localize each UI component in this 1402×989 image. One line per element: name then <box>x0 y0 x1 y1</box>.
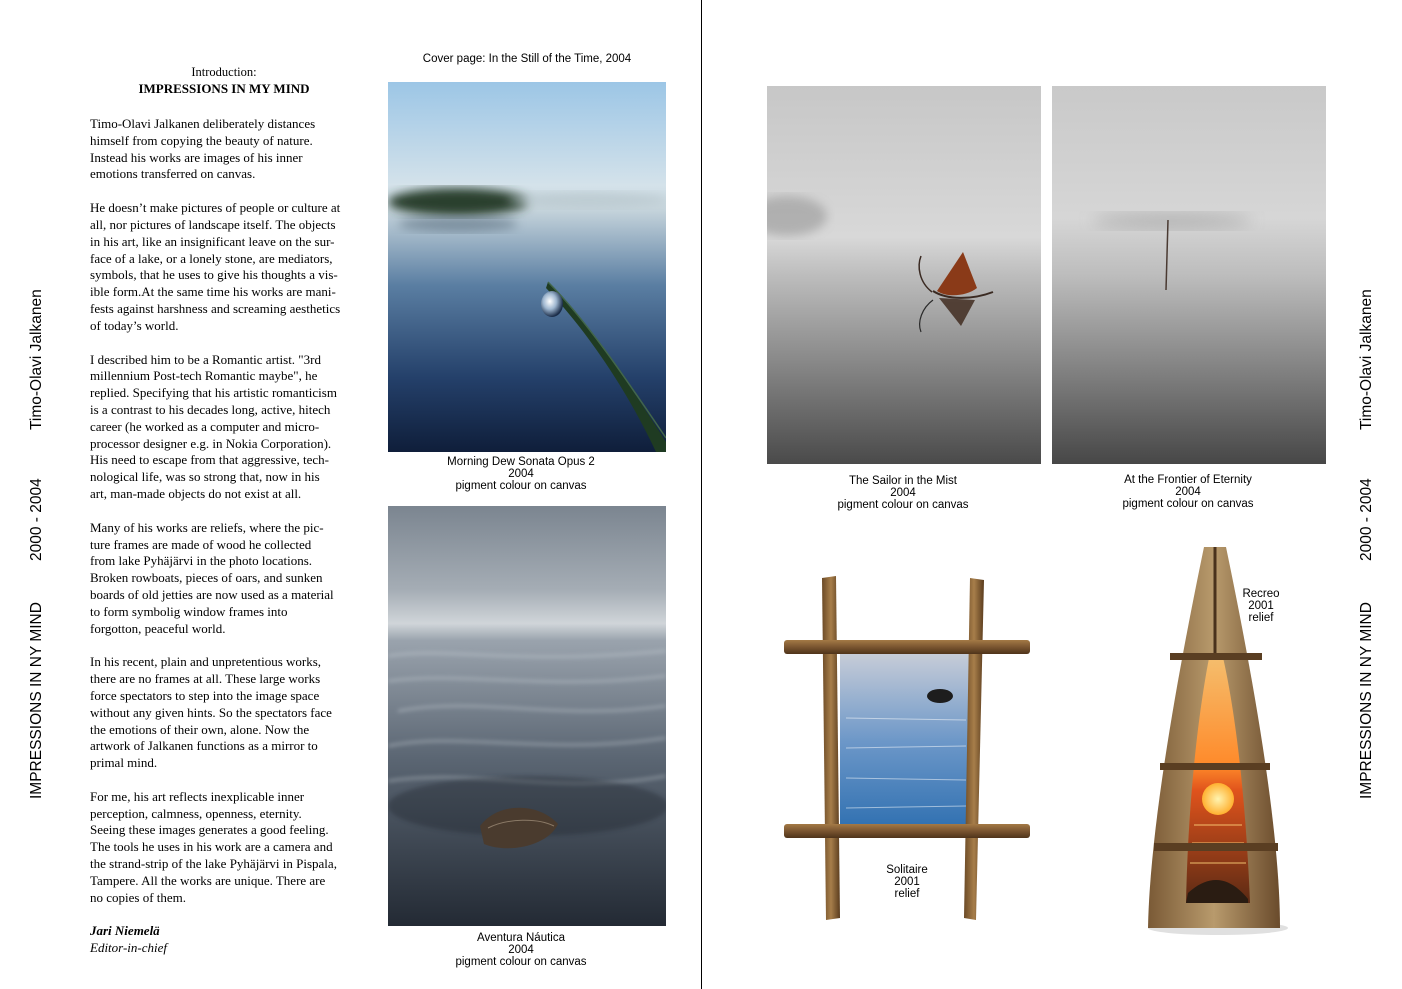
artwork-medium: relief <box>894 888 920 900</box>
text-line: ible form.At the same time his works are mani- <box>90 284 336 300</box>
text-line: boards of old jetties are now used as a material <box>90 586 334 602</box>
artwork-title: At the Frontier of Eternity <box>1124 474 1252 486</box>
intro-title: IMPRESSIONS IN MY MIND <box>138 81 310 96</box>
artwork-year: 2004 <box>1175 486 1201 498</box>
text-line: Seeing these images generates a good feeling. <box>90 822 329 838</box>
artwork-year: 2004 <box>890 487 916 499</box>
text-line: there are no frames at all. These large works <box>90 671 321 687</box>
text-line: His need to escape from that aggressive, tech- <box>90 452 329 468</box>
sailor-photo <box>767 86 1041 464</box>
text-line: Many of his works are reliefs, where the pic- <box>90 519 324 535</box>
caption-solitaire <box>872 864 942 900</box>
left-spine-artist: Timo-Olavi Jalkanen <box>28 289 45 430</box>
right-spine <box>1358 199 1380 799</box>
artwork-medium: pigment colour on canvas <box>455 480 587 492</box>
right-spine-series: IMPRESSIONS IN NY MIND <box>1358 602 1375 799</box>
text-line: symbols, that he uses to give his thoughts a vis- <box>90 267 338 283</box>
artwork-title: The Sailor in the Mist <box>848 475 957 487</box>
right-spine-artist: Timo-Olavi Jalkanen <box>1358 289 1375 430</box>
cover-note: Cover page: In the Still of the Time, 2004 <box>422 53 632 65</box>
left-spine <box>28 199 50 799</box>
artwork-year: 2001 <box>1248 600 1274 612</box>
page-fold-divider <box>701 0 702 989</box>
text-line: in his art, like an insignificant leave on the sur- <box>90 233 335 249</box>
text-line: all, nor pictures of landscape itself. The objects <box>90 216 336 232</box>
artwork-medium: relief <box>1248 612 1274 624</box>
artwork-title: Recreo <box>1242 588 1280 600</box>
text-line: perception, calmness, openness, eternity. <box>90 805 302 821</box>
artwork-year: 2004 <box>508 944 534 956</box>
artwork-medium: pigment colour on canvas <box>837 499 969 511</box>
caption-morning-dew <box>388 456 654 492</box>
text-line: For me, his art reflects inexplicable inner <box>90 788 305 804</box>
text-line: the strand-strip of the lake Pyhäjärvi in Pispala, <box>90 856 337 872</box>
intro-paragraph-2 <box>90 200 390 334</box>
right-spine-years: 2000 - 2004 <box>1358 478 1375 561</box>
frontier-photo <box>1052 86 1326 464</box>
intro-paragraph-3 <box>90 352 390 503</box>
artwork-medium: pigment colour on canvas <box>455 956 587 968</box>
text-line: art, man-made objects do not exist at all. <box>90 485 302 501</box>
text-line: ture frames are made of wood he collected <box>90 536 312 552</box>
artwork-frontier-image <box>1052 86 1326 464</box>
artwork-year: 2004 <box>508 468 534 480</box>
caption-recreo <box>1228 588 1294 624</box>
text-line: nological life, was so strong that, now in his <box>90 469 320 485</box>
morning-dew-photo <box>388 82 666 452</box>
text-line: Tampere. All the works are unique. There are <box>90 872 326 888</box>
text-line: career (he worked as a computer and micro- <box>90 418 320 434</box>
text-line: himself from copying the beauty of nature. <box>90 132 313 148</box>
intro-body <box>90 116 390 957</box>
text-line: In his recent, plain and unpretentious works, <box>90 654 322 670</box>
artwork-title: Solitaire <box>886 864 928 876</box>
text-line: to form symbolig window frames into <box>90 603 288 619</box>
intro-paragraph-1 <box>90 116 390 183</box>
text-line: The tools he uses in his work are a camera and <box>90 839 333 855</box>
artwork-title: Morning Dew Sonata Opus 2 <box>447 456 595 468</box>
text-line: Timo-Olavi Jalkanen deliberately distances <box>90 116 316 131</box>
text-line: is a contrast to his decades long, active, hitech <box>90 401 331 417</box>
caption-frontier <box>1052 474 1324 510</box>
text-line: the emotions of their own, alone. Now the <box>90 721 310 737</box>
intro-author-role: Editor-in-chief <box>90 940 167 956</box>
text-line: He doesn’t make pictures of people or culture at <box>90 200 341 216</box>
artwork-title: Aventura Náutica <box>476 932 565 944</box>
artwork-aventura-image <box>388 506 666 926</box>
artwork-year: 2001 <box>894 876 920 888</box>
text-line: no copies of them. <box>90 889 187 905</box>
text-line: of today’s world. <box>90 317 179 333</box>
intro-paragraph-6 <box>90 789 390 907</box>
intro-paragraph-5 <box>90 654 390 772</box>
text-line: force spectators to step into the image space <box>90 687 320 703</box>
left-spine-series: IMPRESSIONS IN NY MIND <box>28 602 45 799</box>
text-line: Broken rowboats, pieces of oars, and sunken <box>90 570 323 586</box>
text-line: face of a lake, or a lonely stone, are mediators, <box>90 250 333 266</box>
text-line: Instead his works are images of his inner <box>90 149 303 165</box>
text-line: I described him to be a Romantic artist. "3rd <box>90 351 321 367</box>
left-spine-years: 2000 - 2004 <box>28 478 45 561</box>
text-line: without any given hints. So the spectators face <box>90 704 332 720</box>
text-line: from lake Pyhäjärvi in the photo locations. <box>90 553 313 569</box>
caption-aventura <box>388 932 654 968</box>
caption-sailor <box>767 475 1039 511</box>
text-line: millennium Post-tech Romantic maybe", he <box>90 368 318 384</box>
text-line: replied. Specifying that his artistic romanticism <box>90 385 337 401</box>
artwork-medium: pigment colour on canvas <box>1122 498 1254 510</box>
text-line: processor designer e.g. in Nokia Corporation). <box>90 435 332 451</box>
text-line: primal mind. <box>90 755 158 771</box>
aventura-photo <box>388 506 666 926</box>
text-line: emotions transferred on canvas. <box>90 166 256 182</box>
text-line: artwork of Jalkanen functions as a mirror to <box>90 738 318 754</box>
artwork-morning-dew-image <box>388 82 666 452</box>
text-line: forgotton, peaceful world. <box>90 620 226 636</box>
artwork-sailor-image <box>767 86 1041 464</box>
intro-author: Jari Niemelä <box>90 923 160 939</box>
intro-paragraph-4 <box>90 520 390 638</box>
intro-label: Introduction: <box>191 65 257 79</box>
text-line: fests against harshness and screaming aesthetics <box>90 300 341 316</box>
